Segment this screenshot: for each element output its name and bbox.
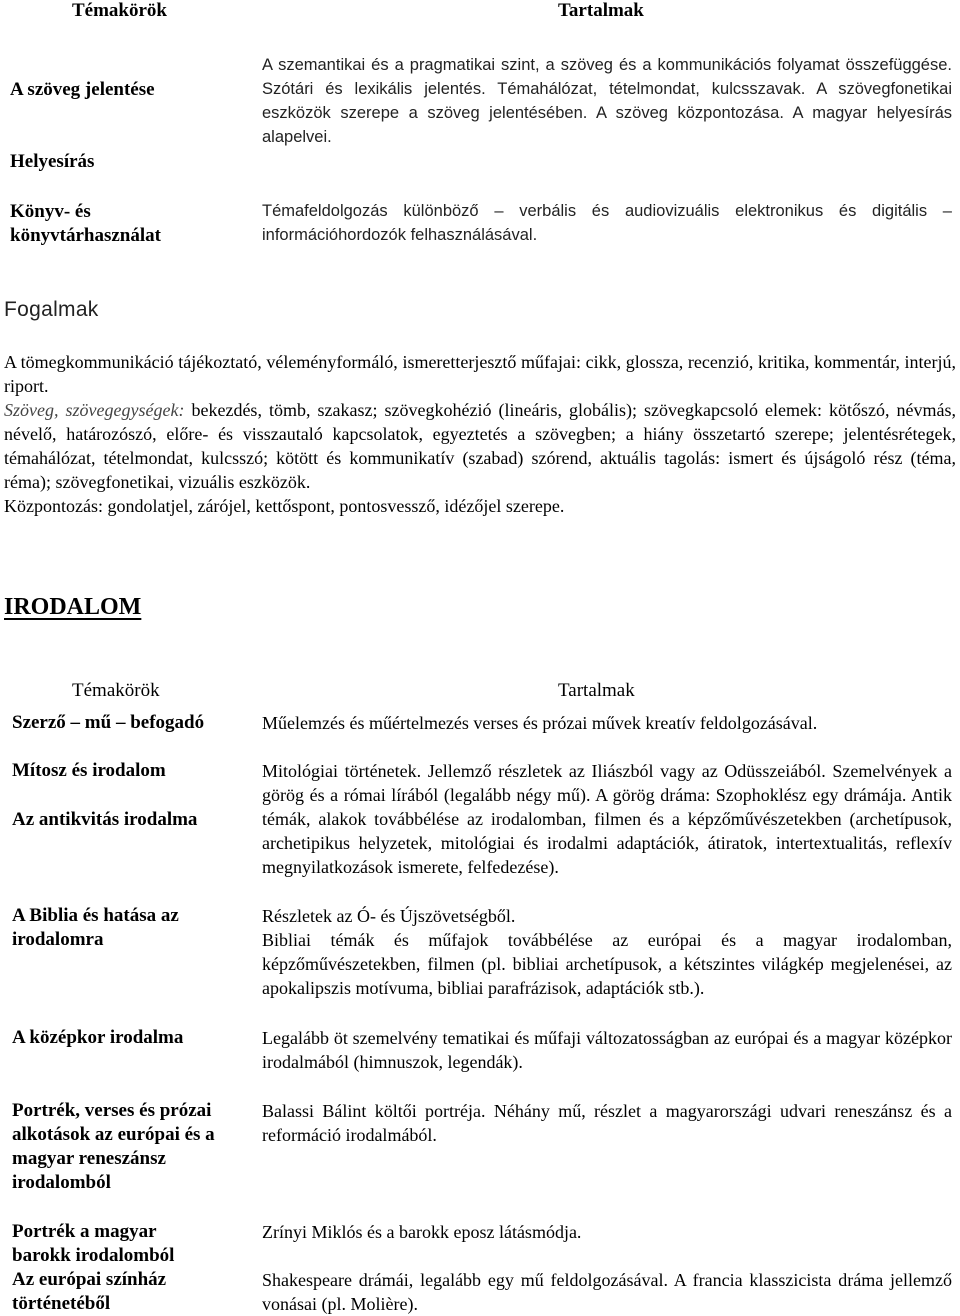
irod-content-mitosz: Mitológiai történetek. Jellemző részletek az Iliászból vagy az Odüsszeiából. Szemelvények a görög és a római lírából (legalább négy mű). A görög dráma: Szophoklész egy drámája. Antik témák, alakok továbbélése az irodalomban, filmen és a képzőművészetekben (archetípusok, archetipikus helyzetek, mitológiai és irodalmi adaptációk, átiratok, intertextualitás, reflexív megnyilatkozások ismerete, felfedezése). xyxy=(262,761,952,877)
irod-col-header-topics: Témakörök xyxy=(72,680,160,701)
topic-konyvtar xyxy=(10,200,240,248)
irod-content-barokk: Zrínyi Miklós és a barokk eposz látásmódja. xyxy=(262,1222,582,1242)
fogalmak-para-2 xyxy=(4,398,956,494)
topic-helyesiras: Helyesírás xyxy=(10,151,95,172)
irod-topic-barokk: Portrék a magyar barokk irodalomból xyxy=(12,1221,175,1266)
content-block-2: Témafeldolgozás különböző – verbális és audiovizuális elektronikus és digitális – információhordozók felhasználásával. xyxy=(262,202,952,244)
irod-content-kozepkor: Legalább öt szemelvény tematikai és műfaji változatosságban az európai és a magyar középkor irodalmából (himnuszok, legendák). xyxy=(262,1028,952,1072)
irod-topic-antikvitas: Az antikvitás irodalma xyxy=(12,809,198,830)
topic-konyvtar-line1: Könyv- és xyxy=(10,201,91,222)
fogalmak-para-3: Központozás: gondolatjel, zárójel, kettőspont, pontosvessző, idézőjel szerepe. xyxy=(4,496,565,516)
col-header-contents: Tartalmak xyxy=(558,0,644,21)
irod-col-header-contents: Tartalmak xyxy=(558,680,635,701)
topic-konyvtar-line2: könyvtárhasználat xyxy=(10,225,161,246)
fogalmak-heading: Fogalmak xyxy=(4,298,99,321)
topic-szoveg-jelentese: A szöveg jelentése xyxy=(10,79,155,100)
irod-topic-szerzo: Szerző – mű – befogadó xyxy=(12,712,205,733)
irod-topic-reneszansz: Portrék, verses és prózai alkotások az európai és a magyar reneszánsz irodalomból xyxy=(12,1100,215,1193)
irod-topic-kozepkor: A középkor irodalma xyxy=(12,1027,184,1048)
irod-content-szerzo: Műelemzés és műértelmezés verses és prózai művek kreatív feldolgozásával. xyxy=(262,713,818,733)
fogalmak-para-2-text: bekezdés, tömb, szakasz; szövegkohézió (lineáris, globális); szövegkapcsoló elemek: kötőszó, névmás, névelő, határozószó, előre- és visszautaló kapcsolatok, egyeztetés a szövegben; a hiány összetartó szerepe; jelentésrétegek, témahálózat, tételmondat, kulcsszó; kötött és kommunikatív (szabad) szórend, aktuális tagolás: ismert és újságoló rész (téma, réma); szövegfonetikai, vizuális eszközök. xyxy=(4,400,957,492)
irod-topic-mitosz: Mítosz és irodalom xyxy=(12,760,166,781)
irodalom-heading: IRODALOM xyxy=(4,594,142,620)
irod-content-szinhaz: Shakespeare drámái, legalább egy mű feldolgozásával. A francia klasszicista dráma jellemző vonásai (pl. Molière). xyxy=(262,1270,952,1314)
fogalmak-body xyxy=(4,350,956,518)
fogalmak-italic-term: Szöveg, szövegegységek: xyxy=(4,400,185,420)
irod-content-reneszansz: Balassi Bálint költői portréja. Néhány mű, részlet a magyarországi udvari reneszánsz és a reformáció irodalmából. xyxy=(262,1101,952,1145)
irod-content-biblia-2: Bibliai témák és műfajok továbbélése az európai és a magyar irodalomban, képzőművészetekben, filmen (pl. bibliai archetípusok, a kétszintes világkép megjelenései, az apokalipszis motívuma, bibliai parafrázisok, adaptációk stb.). xyxy=(262,930,952,998)
irod-topic-biblia: A Biblia és hatása az irodalomra xyxy=(12,905,179,950)
content-block-1: A szemantikai és a pragmatikai szint, a szöveg és a kommunikációs folyamat összefüggése. Szótári és lexikális jelentés. Témahálózat, tételmondat, kulcsszavak. A szövegfonetikai eszközök szerepe a szöveg jelentésében. A szöveg központozása. A magyar helyesírás alapelvei. xyxy=(262,56,952,146)
col-header-topics: Témakörök xyxy=(72,0,167,21)
irod-content-biblia-1: Részletek az Ó- és Újszövetségből. xyxy=(262,906,516,926)
fogalmak-para-1: A tömegkommunikáció tájékoztató, véleményformáló, ismeretterjesztő műfajai: cikk, glossza, recenzió, kritika, kommentár, interjú, riport. xyxy=(4,352,956,396)
irod-topic-szinhaz: Az európai színház történetéből xyxy=(12,1269,167,1314)
